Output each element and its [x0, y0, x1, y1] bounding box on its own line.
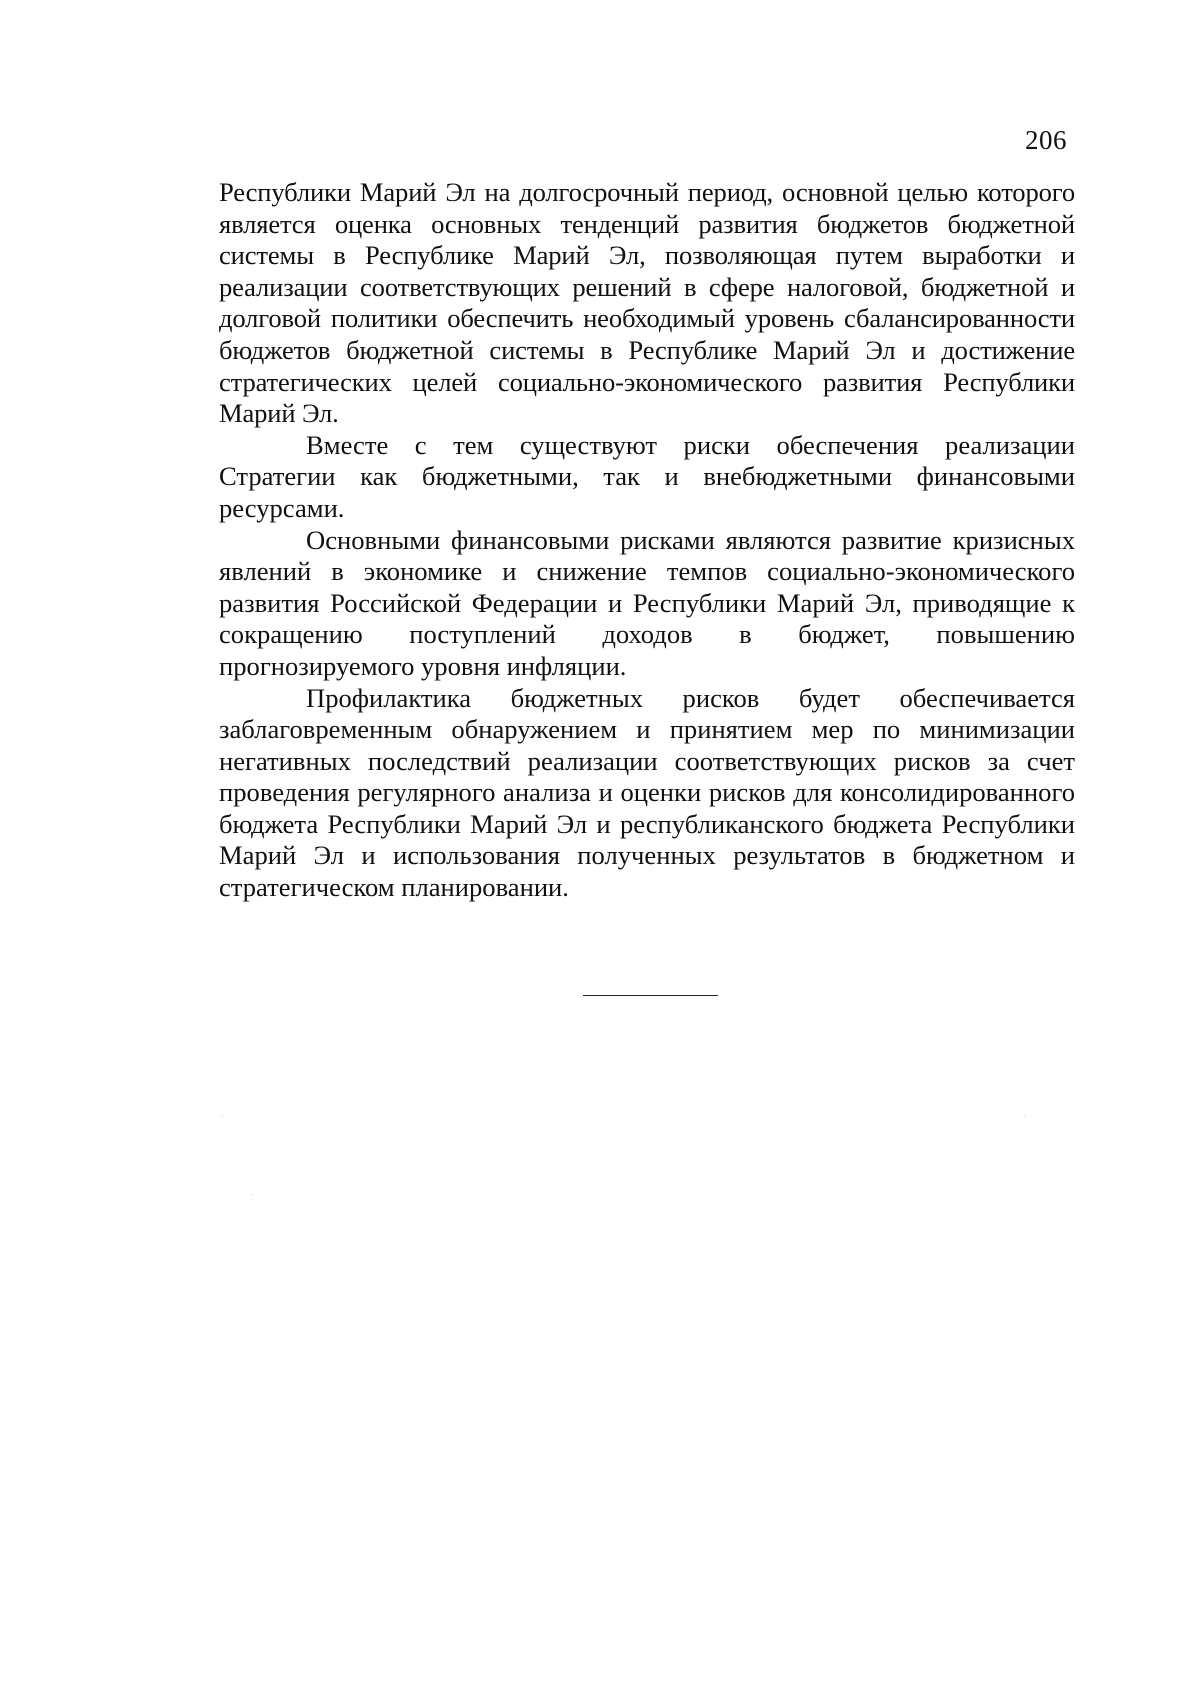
scan-speck	[222, 1116, 223, 1117]
paragraph-2: Вместе с тем существуют риски обеспечения реализации Стратегии как бюджетными, так и внебюджетными финансовыми ресурсами.	[219, 429, 1075, 523]
scan-speck	[252, 1194, 253, 1195]
end-separator-line	[583, 995, 718, 996]
paragraph-1: Республики Марий Эл на долгосрочный период, основной целью которого является оценка основных тенденций развития бюджетов бюджетной системы в Республике Марий Эл, позволяющая путем выработки и реализации соответствующих решений в сфере налоговой, бюджетной и долговой политики обеспечить необходимый уровень сбалансированности бюджетов бюджетной системы в Республике Марий Эл и достижение стратегических целей социально-экономического развития Республики Марий Эл.	[219, 177, 1075, 429]
paragraph-3: Основными финансовыми рисками являются развитие кризисных явлений в экономике и снижение темпов социально-экономического развития Российской Федерации и Республики Марий Эл, приводящие к сокращению поступлений доходов в бюджет, повышению прогнозируемого уровня инфляции.	[219, 524, 1075, 681]
paragraph-4: Профилактика бюджетных рисков будет обеспечивается заблаговременным обнаружением и принятием мер по минимизации негативных последствий реализации соответствующих рисков за счет проведения регулярного анализа и оценки рисков для консолидированного бюджета Республики Марий Эл и республиканского бюджета Республики Марий Эл и использования полученных результатов в бюджетном и стратегическом планировании.	[219, 682, 1075, 903]
scan-speck	[1024, 1116, 1025, 1117]
page-number: 206	[1025, 125, 1067, 155]
body-text	[219, 177, 1075, 904]
